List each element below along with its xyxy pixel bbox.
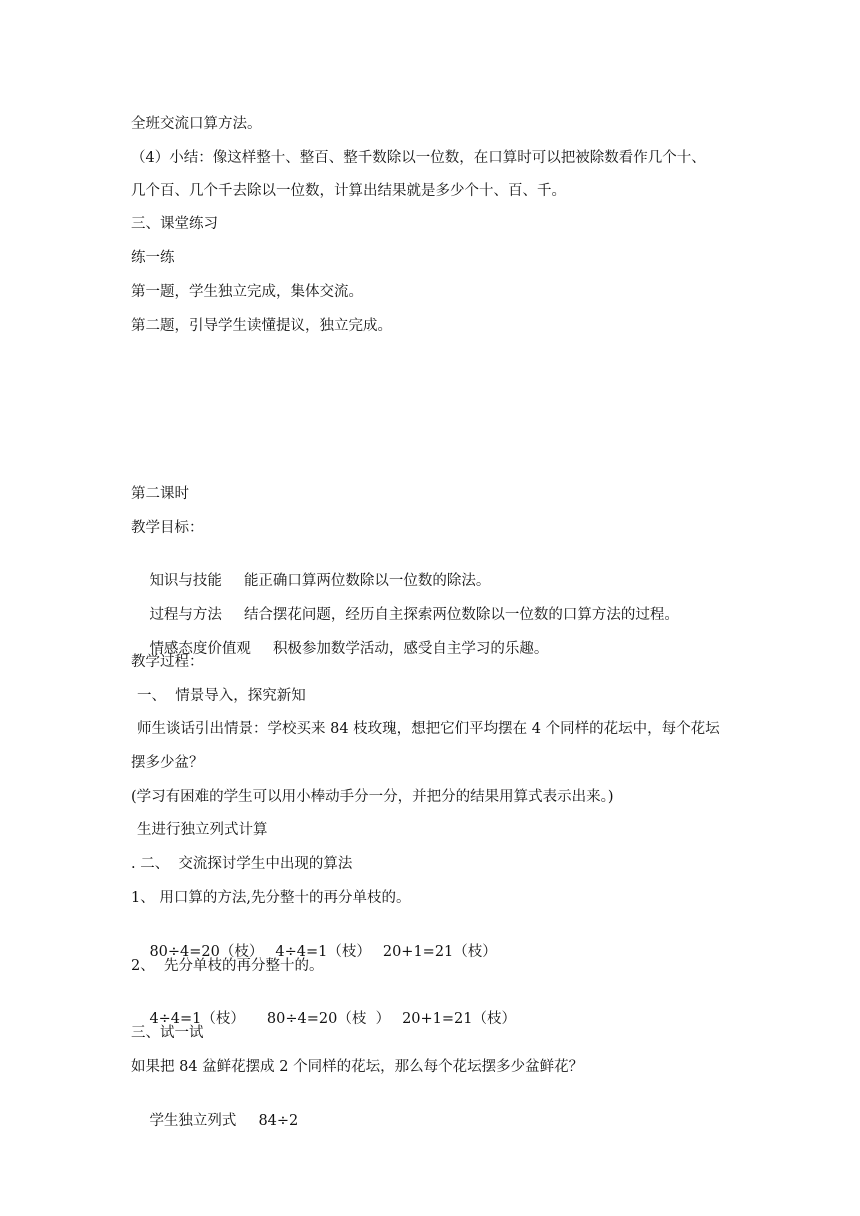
paragraph: 第一题，学生独立完成，集体交流。 bbox=[131, 284, 363, 300]
lesson-title: 第二课时 bbox=[131, 486, 189, 502]
equation: 4÷4=1（枝） bbox=[275, 944, 371, 960]
goal-text: 能正确口算两位数除以一位数的除法。 bbox=[243, 573, 491, 589]
goals-heading: 教学目标： bbox=[131, 520, 204, 536]
equation: 80÷4=20（枝 ） bbox=[266, 1011, 391, 1027]
paragraph: 如果把 84 盆鲜花摆成 2 个同样的花坛，那么每个花坛摆多少盆鲜花？ bbox=[131, 1059, 584, 1075]
section-heading: 一、 情景导入，探究新知 bbox=[137, 688, 306, 704]
section-heading: 三、试一试 bbox=[131, 1025, 204, 1041]
section-heading: 三、课堂练习 bbox=[131, 216, 218, 232]
goal-text: 积极参加数学活动，感受自主学习的乐趣。 bbox=[272, 641, 549, 657]
goal-label: 过程与方法 bbox=[149, 607, 222, 623]
paragraph: 全班交流口算方法。 bbox=[131, 116, 262, 132]
equation: 20+1=21（枝） bbox=[402, 1011, 517, 1027]
paragraph: 练一练 bbox=[131, 250, 175, 266]
paragraph: （4）小结：像这样整十、整百、整千数除以一位数，在口算时可以把被除数看作几个十、 bbox=[131, 150, 706, 166]
paragraph: 师生谈话引出情景：学校买来 84 枝玫瑰，想把它们平均摆在 4 个同样的花坛中，每个花坛 bbox=[137, 721, 720, 737]
paragraph: 第二题，引导学生读懂提议，独立完成。 bbox=[131, 318, 392, 334]
equation: 80÷4=20（枝） bbox=[149, 944, 264, 960]
process-heading: 教学过程： bbox=[131, 654, 204, 670]
label: 学生独立列式 bbox=[149, 1113, 237, 1129]
method-item: 1、 用口算的方法,先分整十的再分单枝的。 bbox=[131, 890, 411, 906]
goal-text: 结合摆花问题，经历自主探索两位数除以一位数的口算方法的过程。 bbox=[243, 607, 679, 623]
paragraph: (学习有困难的学生可以用小棒动手分一分，并把分的结果用算式表示出来。) bbox=[131, 789, 614, 805]
equation: 4÷4=1（枝） bbox=[149, 1011, 245, 1027]
section-heading: . 二、 交流探讨学生中出现的算法 bbox=[131, 856, 353, 872]
paragraph: 几个百、几个千去除以一位数，计算出结果就是多少个十、百、千。 bbox=[131, 183, 566, 199]
method-item: 2、 先分单枝的再分整十的。 bbox=[131, 958, 324, 974]
goal-label: 知识与技能 bbox=[149, 573, 222, 589]
equation: 20+1=21（枝） bbox=[382, 944, 497, 960]
goal-label: 情感态度价值观 bbox=[149, 641, 251, 657]
equation: 84÷2 bbox=[258, 1113, 299, 1129]
paragraph: 生进行独立列式计算 bbox=[137, 822, 268, 838]
paragraph: 摆多少盆？ bbox=[131, 755, 204, 771]
paragraph bbox=[131, 1091, 298, 1151]
